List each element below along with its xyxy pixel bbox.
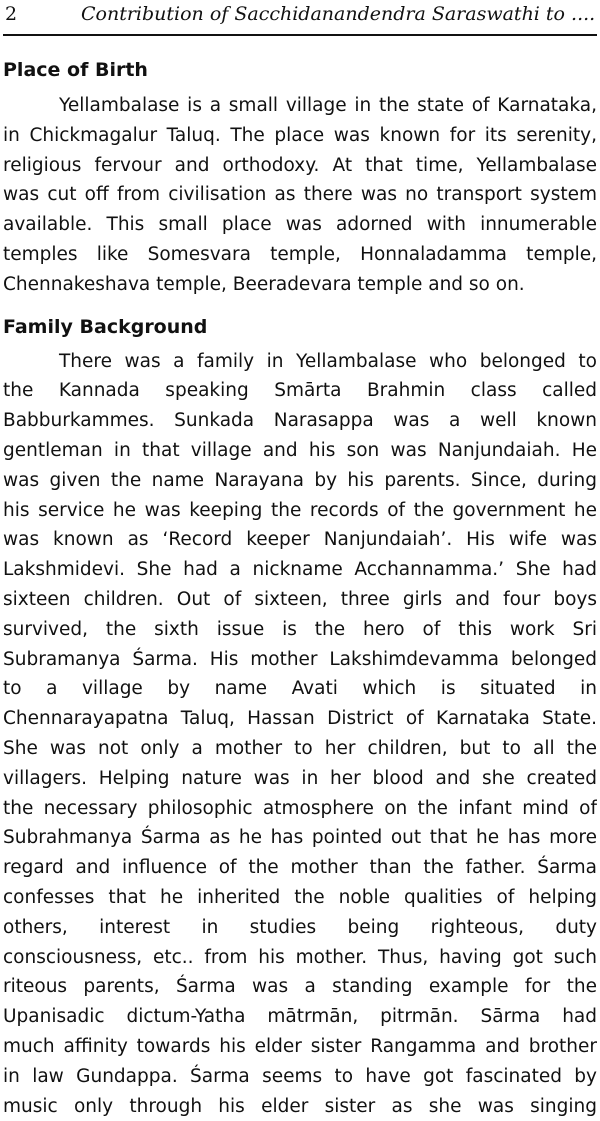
text-line: was given the name Narayana by his parents. Since, during: [3, 466, 597, 496]
text-line: Babburkammes. Sunkada Narasappa was a well known: [3, 406, 597, 436]
text-line: temples like Somesvara temple, Honnaladamma temple,: [3, 240, 597, 270]
text-line: Subramanya Śarma. His mother Lakshimdevamma belonged: [3, 645, 597, 675]
page-number: 2: [3, 2, 41, 26]
text-line: Lakshmidevi. She had a nickname Acchannamma.’ She had: [3, 555, 597, 585]
text-line: consciousness, etc.. from his mother. Thus, having got such: [3, 943, 597, 973]
text-line: Yellambalase is a small village in the state of Karnataka,: [3, 91, 597, 121]
text-line: survived, the sixth issue is the hero of this work Sri: [3, 615, 597, 645]
text-line: was cut off from civilisation as there was no transport system: [3, 180, 597, 210]
text-line: gentleman in that village and his son was Nanjundaiah. He: [3, 436, 597, 466]
section-heading-place-of-birth: Place of Birth: [3, 55, 597, 85]
text-line: Chennakeshava temple, Beeradevara temple and so on.: [3, 270, 597, 300]
text-line: the Kannada speaking Smārta Brahmin class called: [3, 376, 597, 406]
text-line: sixteen children. Out of sixteen, three girls and four boys: [3, 585, 597, 615]
text-line: music only through his elder sister as she was singing: [3, 1092, 597, 1121]
text-line: confesses that he inherited the noble qualities of helping: [3, 883, 597, 913]
text-line: to a village by name Avati which is situated in: [3, 674, 597, 704]
text-line: much affinity towards his elder sister Rangamma and brother: [3, 1032, 597, 1062]
text-line: There was a family in Yellambalase who belonged to: [3, 347, 597, 377]
text-line: his service he was keeping the records of the government he: [3, 496, 597, 526]
text-line: religious fervour and orthodoxy. At that time, Yellambalase: [3, 151, 597, 181]
text-line: regard and influence of the mother than the father. Śarma: [3, 853, 597, 883]
text-line: Upanisadic dictum-Yatha mātrmān, pitrmān. Sārma had: [3, 1002, 597, 1032]
running-title: Contribution of Sacchidanandendra Saraswathi to ....: [41, 2, 595, 26]
paragraph-place-of-birth: [3, 91, 597, 300]
paragraph-family-background: [3, 347, 597, 1121]
text-line: villagers. Helping nature was in her blood and she created: [3, 764, 597, 794]
text-line: available. This small place was adorned with innumerable: [3, 210, 597, 240]
text-line: in law Gundappa. Śarma seems to have got fascinated by: [3, 1062, 597, 1092]
text-line: others, interest in studies being righteous, duty: [3, 913, 597, 943]
text-line: She was not only a mother to her children, but to all the: [3, 734, 597, 764]
running-header: [3, 0, 597, 36]
text-line: in Chickmagalur Taluq. The place was known for its serenity,: [3, 121, 597, 151]
text-line: the necessary philosophic atmosphere on the infant mind of: [3, 794, 597, 824]
text-line: was known as ‘Record keeper Nanjundaiah’. His wife was: [3, 525, 597, 555]
text-line: Chennarayapatna Taluq, Hassan District of Karnataka State.: [3, 704, 597, 734]
text-line: riteous parents, Śarma was a standing example for the: [3, 972, 597, 1002]
section-heading-family-background: Family Background: [3, 312, 597, 342]
text-line: Subrahmanya Śarma as he has pointed out that he has more: [3, 823, 597, 853]
